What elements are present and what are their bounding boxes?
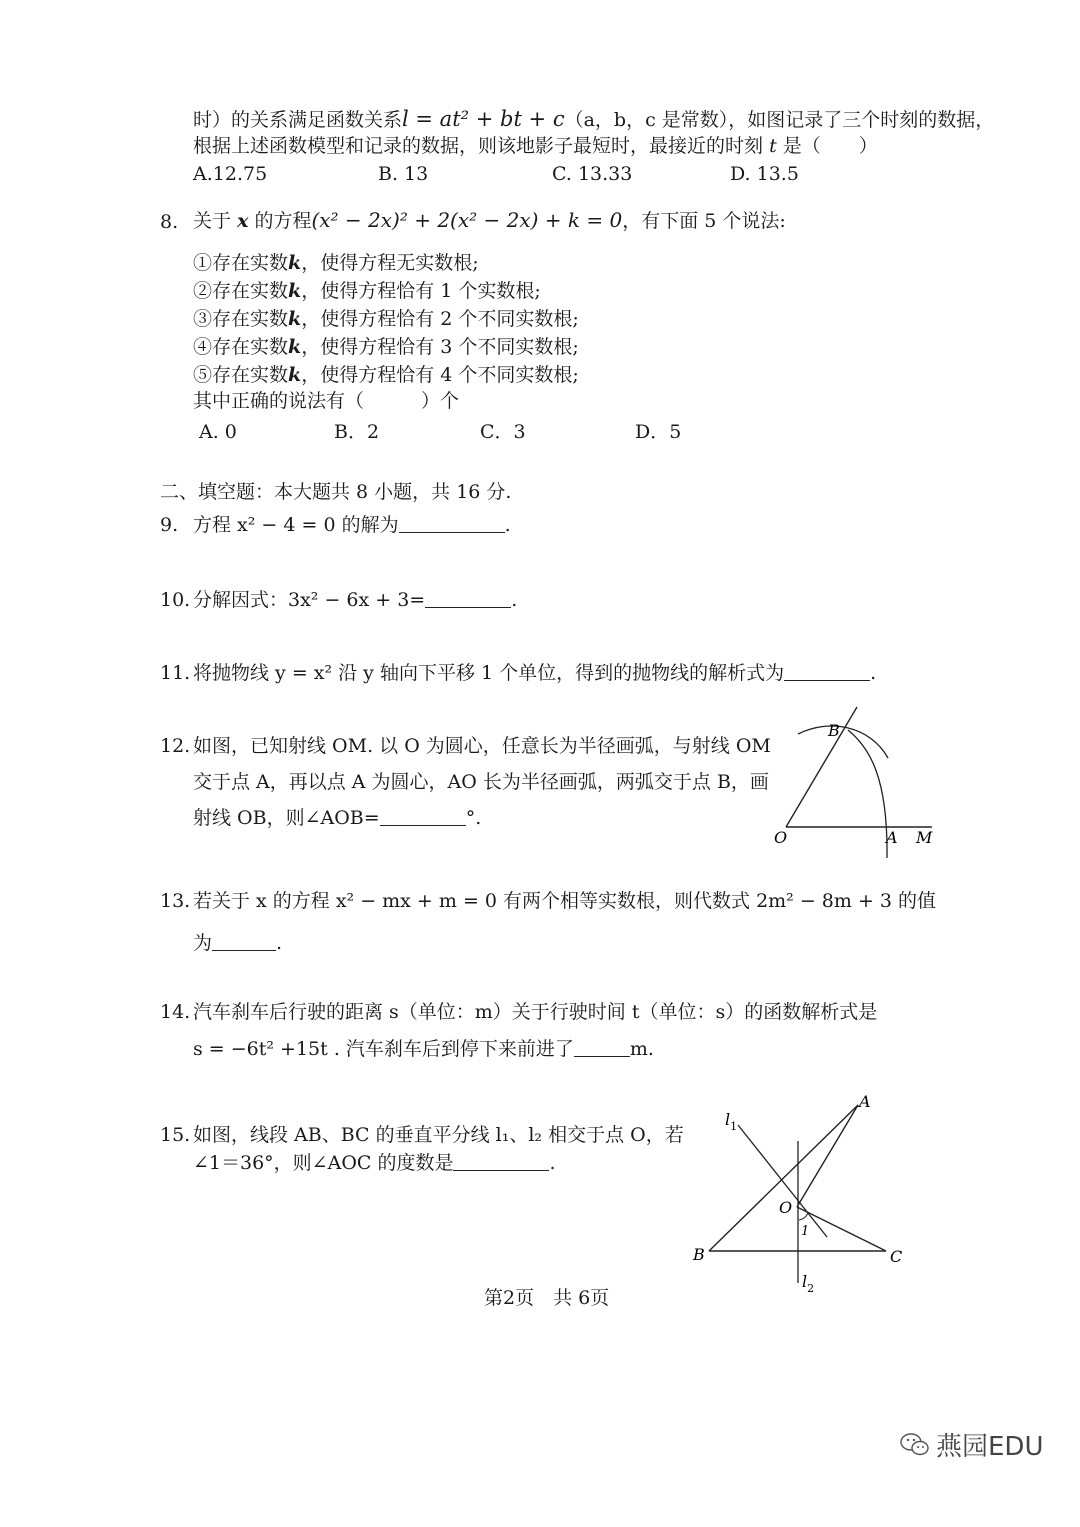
q7-line2-end: 是（ ） <box>782 135 878 157</box>
q15-end: . <box>549 1152 556 1174</box>
q8-statement-post: ，使得方程恰有 1 个实数根; <box>301 280 541 302</box>
q8-number: 8. <box>160 211 179 233</box>
q8-option-b: B．2 <box>334 421 380 443</box>
q8-stem-a: 关于 <box>193 210 232 232</box>
q14-end: m. <box>629 1038 654 1060</box>
q11-text: 将抛物线 y = x² 沿 y 轴向下平移 1 个单位，得到的抛物线的解析式为 <box>193 662 785 684</box>
q11-blank[interactable] <box>784 662 870 681</box>
q13-blank[interactable] <box>212 932 276 951</box>
q7-line-1 <box>193 108 994 131</box>
q7-option-b: B. 13 <box>378 163 429 185</box>
label-c: C <box>890 1247 903 1266</box>
q10-line <box>193 589 517 611</box>
q8-stem-c: ，有下面 5 个说法: <box>622 210 786 232</box>
q7-option-d: D. 13.5 <box>730 163 799 185</box>
q8-statement-pre: ⑤存在实数 <box>193 364 289 386</box>
q7-line2-text: 根据上述函数模型和记录的数据，则该地影子最短时，最接近的时刻 <box>193 135 764 157</box>
q10-number: 10. <box>160 589 191 611</box>
q8-statement <box>193 364 579 386</box>
q7-line-2 <box>193 135 878 157</box>
q8-var-k: k <box>288 252 302 274</box>
q12-figure <box>770 700 940 860</box>
q12-blank[interactable] <box>380 807 466 826</box>
q8-option-d: D．5 <box>635 421 682 443</box>
label-l1: $l_1$ <box>725 1110 738 1133</box>
q8-statement-post: ，使得方程恰有 2 个不同实数根; <box>301 308 579 330</box>
q8-statement-pre: ③存在实数 <box>193 308 289 330</box>
q13-line-1: 若关于 x 的方程 x² − mx + m = 0 有两个相等实数根，则代数式 2m² − 8m + 3 的值 <box>193 890 937 912</box>
q8-question: 其中正确的说法有（ ）个 <box>193 390 460 412</box>
q15-line-1: 如图，线段 AB、BC 的垂直平分线 l₁、l₂ 相交于点 O，若 <box>193 1124 684 1146</box>
q9-blank[interactable] <box>399 514 505 533</box>
q9-end: . <box>504 514 511 536</box>
watermark <box>900 1426 1043 1463</box>
q14-line-1: 汽车刹车后行驶的距离 s（单位：m）关于行驶时间 t（单位：s）的函数解析式是 <box>193 1001 878 1023</box>
q14-line-2 <box>193 1038 654 1060</box>
q15-blank[interactable] <box>453 1152 549 1171</box>
ray-ob <box>786 707 857 827</box>
q8-stem-b: 的方程 <box>254 210 312 232</box>
q7-text-a: 时）的关系满足函数关系 <box>193 109 403 131</box>
q7-var-t: t <box>769 135 777 157</box>
q15-figure <box>690 1085 920 1300</box>
q13-number: 13. <box>160 890 191 912</box>
q10-text: 分解因式：3x² − 6x + 3= <box>193 589 426 611</box>
q14-number: 14. <box>160 1001 191 1023</box>
q10-end: . <box>511 589 518 611</box>
segment-oc <box>797 1207 886 1251</box>
q8-statement-pre: ①存在实数 <box>193 252 289 274</box>
q9-line <box>193 514 511 536</box>
q12-line-1: 如图，已知射线 OM. 以 O 为圆心，任意长为半径画弧，与射线 OM <box>193 735 771 757</box>
page-footer: 第2页 共 6页 <box>484 1287 610 1309</box>
q9-number: 9. <box>160 514 179 536</box>
q8-statement <box>193 308 579 330</box>
label-o: O <box>774 828 788 847</box>
q7-text-b: （a，b，c 是常数），如图记录了三个时刻的数据， <box>564 109 995 131</box>
q8-var-k: k <box>288 308 302 330</box>
q11-end: . <box>870 662 877 684</box>
label-l2: $l_2$ <box>802 1272 815 1295</box>
q15-line-2 <box>193 1152 556 1174</box>
q8-var-k: k <box>288 336 302 358</box>
q8-var-x: x <box>237 210 249 232</box>
arc-centered-o <box>848 730 887 858</box>
q8-equation: (x² − 2x)² + 2(x² − 2x) + k = 0 <box>311 208 623 232</box>
q8-statement-post: ，使得方程无实数根; <box>301 252 479 274</box>
q7-option-c: C. 13.33 <box>552 163 633 185</box>
q8-var-k: k <box>288 280 302 302</box>
q13-line2-text: 为 <box>193 932 213 954</box>
line-l1 <box>738 1125 827 1237</box>
label-a: A <box>859 1092 871 1111</box>
q12-line3-text: 射线 OB，则∠AOB= <box>193 807 380 829</box>
wechat-icon <box>900 1432 930 1458</box>
q9-text: 方程 x² − 4 = 0 的解为 <box>193 514 399 536</box>
q15-line2-text: ∠1＝36°，则∠AOC 的度数是 <box>193 1152 454 1174</box>
q8-statement-post: ，使得方程恰有 3 个不同实数根; <box>301 336 579 358</box>
q8-statement <box>193 336 579 358</box>
section-2-heading: 二、填空题：本大题共 8 小题，共 16 分. <box>160 481 512 503</box>
q12-line-2: 交于点 A，再以点 A 为圆心，AO 长为半径画弧，两弧交于点 B，画 <box>193 771 769 793</box>
q8-option-a: A. 0 <box>199 421 237 443</box>
q8-statement-pre: ④存在实数 <box>193 336 289 358</box>
watermark-text: 燕园EDU <box>936 1432 1044 1462</box>
q11-line <box>193 662 876 684</box>
q14-blank[interactable] <box>574 1038 630 1057</box>
q8-statement <box>193 252 479 274</box>
q8-statement-pre: ②存在实数 <box>193 280 289 302</box>
q8-statement <box>193 280 541 302</box>
q13-line-2 <box>193 932 282 954</box>
q8-var-k: k <box>288 364 302 386</box>
q7-option-a: A.12.75 <box>193 163 268 185</box>
q12-number: 12. <box>160 735 191 757</box>
q8-statement-post: ，使得方程恰有 4 个不同实数根; <box>301 364 579 386</box>
label-b: B <box>828 721 840 740</box>
q12-end: °. <box>465 807 482 829</box>
label-b: B <box>693 1245 705 1264</box>
q8-stem <box>193 209 786 232</box>
q8-option-c: C．3 <box>480 421 526 443</box>
q13-end: . <box>276 932 283 954</box>
angle-1-arc <box>799 1213 808 1220</box>
q7-formula: l = at² + bt + c <box>402 107 565 131</box>
q12-line-3 <box>193 807 481 829</box>
q15-number: 15. <box>160 1124 191 1146</box>
label-o: O <box>779 1198 793 1217</box>
label-m: M <box>916 828 933 847</box>
label-angle-1: 1 <box>801 1224 810 1239</box>
q10-blank[interactable] <box>425 589 511 608</box>
q11-number: 11. <box>160 662 191 684</box>
q14-line2-text: s = −6t² +15t . 汽车刹车后到停下来前进了 <box>193 1038 574 1060</box>
label-a: A <box>886 828 898 847</box>
